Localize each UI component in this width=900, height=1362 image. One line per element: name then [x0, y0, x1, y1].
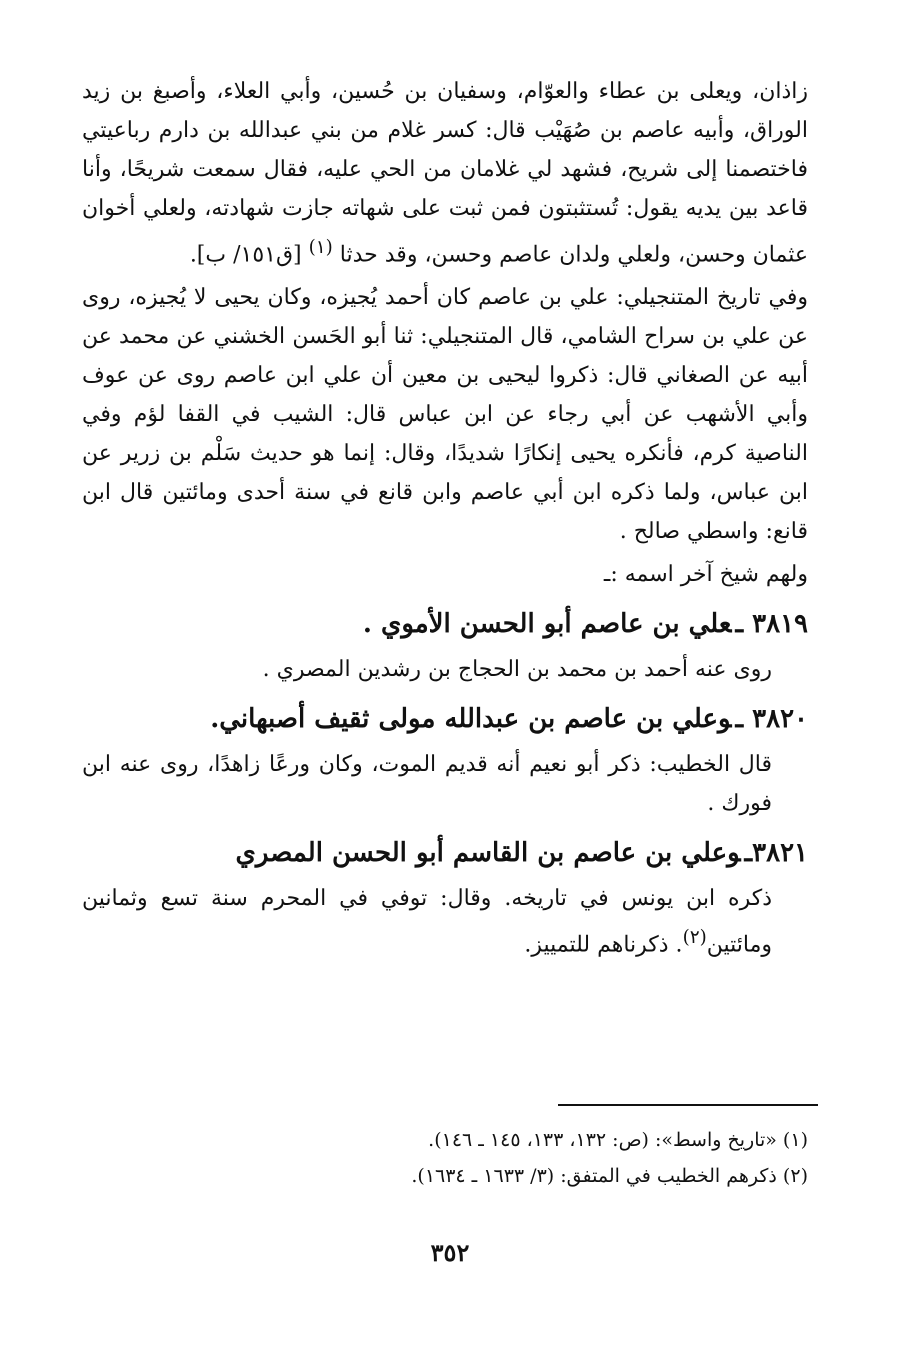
page-number: ٣٥٢ [430, 1238, 470, 1267]
footnotes [82, 1122, 808, 1194]
main-text [82, 72, 808, 965]
entry-3820 [82, 697, 808, 823]
entry-body-end: . ذكرناهم للتمييز. [524, 932, 683, 958]
entry-title: علي بن عاصم أبو الحسن الأموي . [362, 609, 732, 640]
paragraph-another-sheikh: ولهم شيخ آخر اسمه :ـ [603, 562, 808, 588]
entry-heading [82, 602, 808, 646]
paragraph-1-text: زاذان، ويعلى بن عطاء والعوّام، وسفيان بن حُسين، وأبي العلاء، وأصبغ بن زيد الوراق، وأبيه عاصم بن صُهَيْب قال: كسر غلام من بني عبدالله بن دارم رباعيتي فاختصمنا إلى شريح، فشهد لي غلامان من الحي عليه، فقال سمعت شريحًا، وأنا قاعد بين يديه يقول: تُستثبتون فمن ثبت على شهاته جازت شهادته، ولعلي أخوان عثمان وحسن، ولعلي ولدان عاصم وحسن، وقد حدثا [82, 79, 808, 268]
footnote-divider [558, 1104, 818, 1106]
footnote-2: (٢) ذكرهم الخطيب في المتفق: (٣/ ١٦٣٣ ـ ١٦٣٤). [411, 1165, 808, 1187]
entry-body: قال الخطيب: ذكر أبو نعيم أنه قديم الموت، وكان ورعًا زاهدًا، روى عنه ابن فورك . [82, 752, 772, 817]
entry-heading [82, 697, 808, 741]
entry-body: روى عنه أحمد بن محمد بن الحجاج بن رشدين المصري . [262, 657, 772, 683]
entry-3819 [82, 602, 808, 689]
entry-title: وعلي بن عاصم بن عبدالله مولى ثقيف أصبهاني. [210, 704, 732, 735]
entry-body [82, 879, 808, 964]
entry-number: ٣٨١٩ ـ [735, 609, 808, 640]
footnote-1: (١) «تاريخ واسط»: (ص: ١٣٢، ١٣٣، ١٤٥ ـ ١٤٦). [428, 1129, 808, 1151]
entry-body-text: ذكره ابن يونس في تاريخه. وقال: توفي في المحرم سنة تسع وثمانين ومائتين [82, 886, 772, 958]
footnote-ref-1: (١) [308, 237, 333, 258]
entry-title: وعلي بن عاصم بن القاسم أبو الحسن المصري [235, 838, 741, 869]
paragraph-continuation [82, 72, 808, 274]
paragraph-1-end: [ق١٥١/ ب]. [189, 242, 309, 268]
footnote-ref-2: (٢) [682, 927, 707, 949]
entry-number: ٣٨٢١ـ [744, 838, 808, 869]
entry-number: ٣٨٢٠ ـ [735, 704, 808, 735]
entry-heading [82, 831, 808, 875]
paragraph-tarikh: وفي تاريخ المتنجيلي: علي بن عاصم كان أحمد يُجيزه، وكان يحيى لا يُجيزه، روى عن علي بن سراح الشامي، قال المتنجيلي: ثنا أبو الحَسن الخشني عن محمد عن أبيه عن الصغاني قال: ذكروا ليحيى بن معين أن علي ابن عاصم روى عن عوف وأبي الأشهب عن أبي رجاء عن ابن عباس قال: الشيب في القفا لؤم وفي الناصية كرم، فأنكره يحيى إنكارًا شديدًا، وقال: إنما هو حديث سَلْم بن زرير عن ابن عباس، ولما ذكره ابن أبي عاصم وابن قانع في سنة أحدى ومائتين قال ابن قانع: واسطي صالح . [82, 285, 808, 545]
entry-3821 [82, 831, 808, 964]
